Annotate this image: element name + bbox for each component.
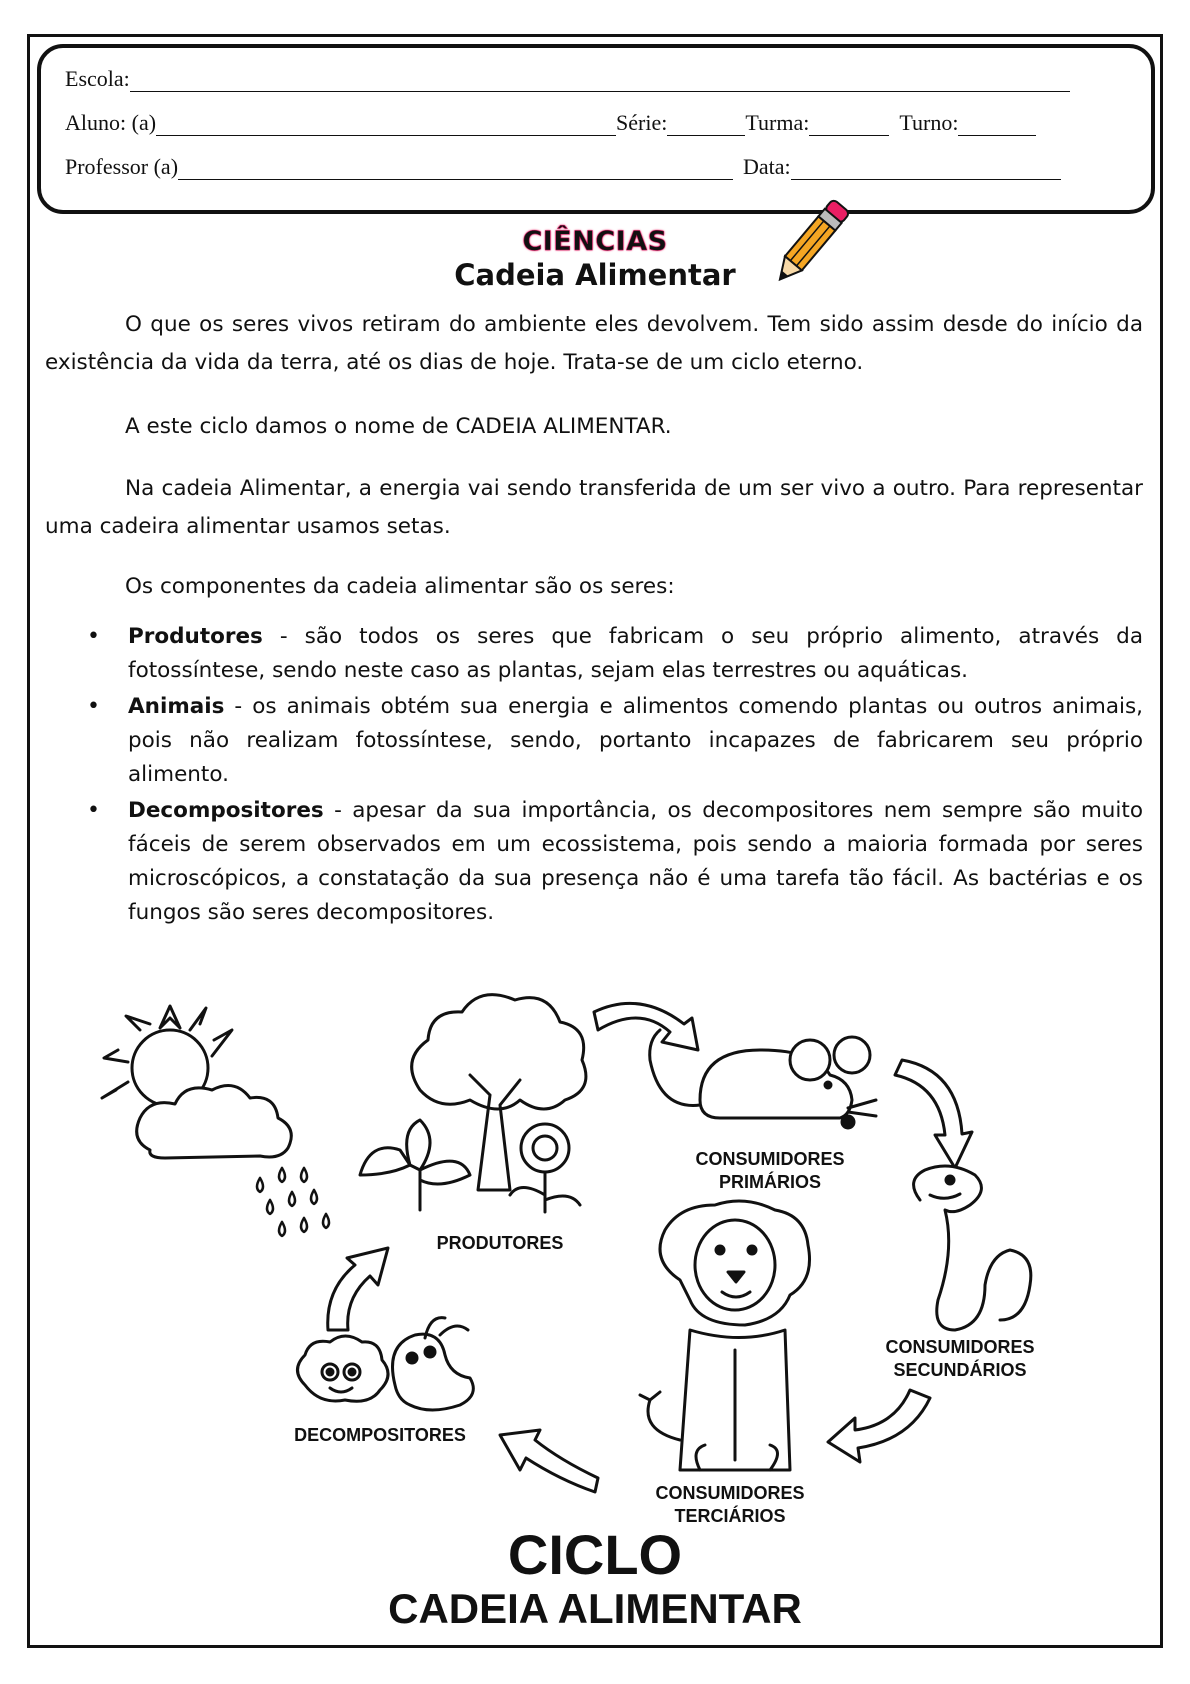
label-secundarios: CONSUMIDORES SECUNDÁRIOS: [885, 1337, 1035, 1380]
tree-icon: [412, 995, 586, 1190]
label-produtores: PRODUTORES: [436, 1233, 564, 1253]
page-title: Cadeia Alimentar: [454, 258, 736, 292]
footer-title-cadeia: CADEIA ALIMENTAR: [388, 1585, 802, 1632]
turno-label: Turno:: [899, 110, 959, 135]
paragraph-4: Os componentes da cadeia alimentar são os seres:: [125, 574, 675, 599]
label-terciarios: CONSUMIDORES TERCIÁRIOS: [655, 1483, 805, 1526]
arrow-icon: [500, 1430, 598, 1492]
turma-label: Turma:: [745, 110, 810, 135]
list-item: • Animais - os animais obtém sua energia e alimentos comendo plantas ou outros animais, pois não realizam fotossíntese, sendo, portanto incapazes de fabricarem seu próprio alimento.: [45, 690, 1143, 792]
professor-label: Professor (a): [65, 154, 179, 179]
snake-icon: [914, 1166, 1031, 1330]
label-decompositores: DECOMPOSITORES: [294, 1425, 466, 1445]
arrow-icon: [895, 1060, 972, 1168]
arrow-icon: [328, 1248, 388, 1330]
flower-icon: [510, 1124, 580, 1212]
bacteria-icon: [298, 1336, 389, 1401]
paragraph-1: O que os seres vivos retiram do ambiente eles devolvem. Tem sido assim desde do início da existência da vida da terra, até os dias de hoje. Trata-se de um ciclo eterno.: [45, 312, 1143, 375]
list-item: • Decompositores - apesar da sua importância, os decompositores nem sempre são muito fáceis de serem observados em um ecossistema, pois sendo a maioria formada por seres microscópicos, a constatação da sua presença não é uma tarefa tão fácil. As bactérias e os fungos são seres decompositores.: [45, 794, 1143, 930]
data-label: Data:: [743, 154, 791, 179]
serie-label: Série:: [616, 110, 668, 135]
subject-heading: CIÊNCIAS: [522, 226, 668, 257]
escola-label: Escola:: [65, 66, 130, 91]
label-primarios: CONSUMIDORES PRIMÁRIOS: [695, 1149, 845, 1192]
list-item: • Produtores - são todos os seres que fabricam o seu próprio alimento, através da fotossíntese, sendo neste caso as plantas, sejam elas terrestres ou aquáticas.: [45, 620, 1143, 688]
paragraph-3: Na cadeia Alimentar, a energia vai sendo transferida de um ser vivo a outro. Para representar uma cadeira alimentar usamos setas.: [45, 476, 1143, 539]
arrow-icon: [594, 1003, 698, 1050]
arrow-icon: [828, 1390, 930, 1462]
aluno-label: Aluno: (a): [65, 110, 157, 135]
footer-title-ciclo: CICLO: [507, 1523, 683, 1586]
plant-icon: [360, 1120, 470, 1210]
fungus-icon: [393, 1318, 474, 1410]
paragraph-2: A este ciclo damos o nome de CADEIA ALIMENTAR.: [125, 414, 672, 439]
rain-icon: [257, 1168, 329, 1236]
lion-icon: [640, 1201, 810, 1470]
